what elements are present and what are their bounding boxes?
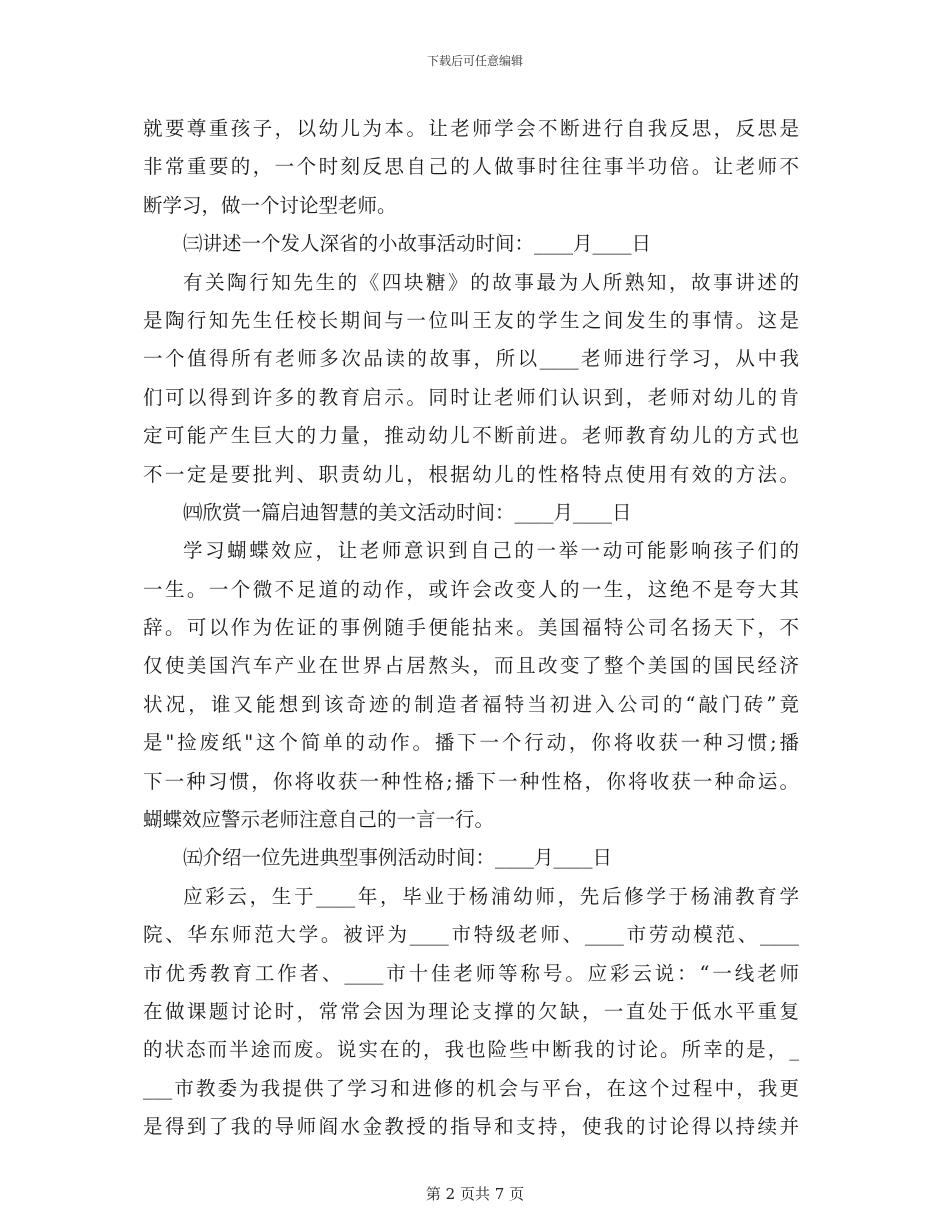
- page-footer: 第 2 页共 7 页: [425, 1185, 525, 1203]
- text-line: 一生。一个微不足道的动作，或许会改变人的一生，这绝不是夸大其: [143, 577, 799, 601]
- text-line: 们可以得到许多的教育启示。同时让老师们认识到，老师对幼儿的肯: [143, 385, 799, 409]
- text-line: 的状态而半途而废。说实在的，我也险些中断我的讨论。所幸的是，_: [143, 1038, 799, 1062]
- text-line: ㈣欣赏一篇启迪智慧的美文活动时间：____月____日: [183, 500, 632, 524]
- body-text: [143, 110, 799, 1147]
- text-line: 辞。可以作为佐证的事例随手便能拈来。美国福特公司名扬天下，不: [143, 616, 799, 640]
- text-line: 不一定是要批判、职责幼儿，根据幼儿的性格特点使用有效的方法。: [143, 462, 799, 486]
- text-line: 蝴蝶效应警示老师注意自己的一言一行。: [143, 808, 495, 832]
- text-line: 非常重要的，一个时刻反思自己的人做事时往往事半功倍。让老师不: [143, 155, 799, 179]
- text-line: 断学习，做一个讨论型老师。: [143, 193, 397, 217]
- text-line: 在做课题讨论时，常常会因为理论支撑的欠缺，一直处于低水平重复: [143, 999, 799, 1023]
- text-line: 有关陶行知先生的《四块糖》的故事最为人所熟知，故事讲述的: [183, 270, 799, 294]
- text-line: 仅使美国汽车产业在世界占居熬头，而且改变了整个美国的国民经济: [143, 654, 799, 678]
- text-line: 是陶行知先生任校长期间与一位叫王友的学生之间发生的事情。这是: [143, 308, 799, 332]
- text-line: ___市教委为我提供了学习和进修的机会与平台，在这个过程中，我更: [143, 1076, 799, 1100]
- text-line: 定可能产生巨大的力量，推动幼儿不断前进。老师教育幼儿的方式也: [143, 424, 799, 448]
- text-line: ㈤介绍一位先进典型事例活动时间：____月____日: [183, 846, 613, 870]
- text-line: 下一种习惯，你将收获一种性格;播下一种性格，你将收获一种命运。: [143, 769, 799, 793]
- text-line: 就要尊重孩子，以幼儿为本。让老师学会不断进行自我反思，反思是: [143, 117, 799, 140]
- text-line: ㈢讲述一个发人深省的小故事活动时间：____月____日: [183, 232, 652, 256]
- text-line: 市优秀教育工作者、____市十佳老师等称号。应彩云说：“一线老师: [143, 961, 799, 985]
- text-line: 一个值得所有老师多次品读的故事，所以____老师进行学习，从中我: [143, 347, 799, 371]
- text-line: 是"捡废纸"这个简单的动作。播下一个行动，你将收获一种习惯;播: [143, 731, 799, 755]
- text-line: 状况，谁又能想到该奇迹的制造者福特当初进入公司的“敲门砖”竟: [143, 692, 799, 716]
- text-line: 学习蝴蝶效应，让老师意识到自己的一举一动可能影响孩子们的: [183, 539, 799, 563]
- text-line: 是得到了我的导师阎水金教授的指导和支持，使我的讨论得以持续并: [143, 1115, 799, 1139]
- page-header: 下载后可任意编辑: [426, 54, 523, 68]
- text-line: 应彩云，生于____年，毕业于杨浦幼师，先后修学于杨浦教育学: [183, 884, 799, 908]
- text-line: 院、华东师范大学。被评为____市特级老师、____市劳动模范、____: [143, 923, 799, 947]
